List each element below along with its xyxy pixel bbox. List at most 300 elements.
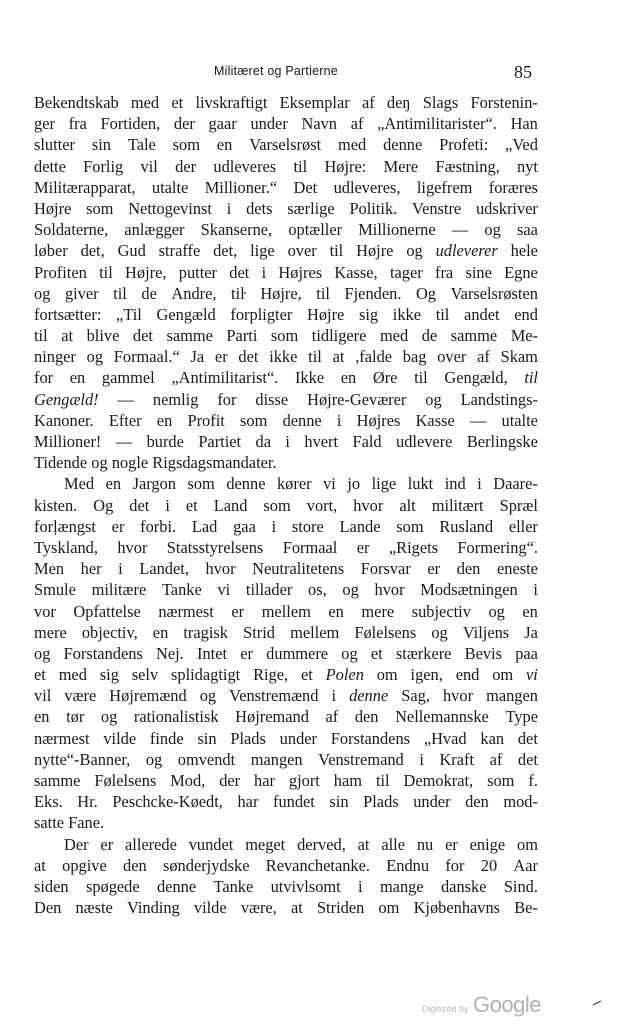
word: Gengæld! bbox=[34, 389, 99, 409]
word: dette bbox=[34, 156, 66, 176]
word: i bbox=[285, 432, 290, 451]
word: Profit bbox=[187, 410, 225, 430]
word: Egne bbox=[504, 262, 538, 282]
word: Modsætningen bbox=[420, 580, 518, 600]
word: burde bbox=[146, 432, 184, 451]
word: tager bbox=[389, 262, 423, 282]
word: lukt bbox=[407, 474, 434, 494]
word: forbi. bbox=[140, 516, 177, 536]
word: den bbox=[123, 855, 147, 875]
word: løber bbox=[34, 241, 68, 261]
word: ninger bbox=[34, 347, 76, 367]
word: Venstre bbox=[412, 198, 462, 218]
word: Andre, bbox=[171, 283, 217, 303]
word: Formaal.“ bbox=[113, 347, 180, 367]
word: være bbox=[64, 686, 97, 706]
word: og bbox=[406, 241, 423, 261]
word: sønderjydske bbox=[162, 855, 250, 875]
word: Militærapparat, bbox=[34, 177, 136, 197]
word: eller bbox=[508, 516, 538, 536]
word: slutter bbox=[34, 135, 75, 155]
word: fundet bbox=[272, 792, 315, 812]
word: ikke bbox=[392, 304, 422, 324]
running-title: Militæret og Partierne bbox=[214, 64, 338, 78]
text-line bbox=[34, 304, 538, 325]
word: vil bbox=[34, 686, 52, 706]
word: denne bbox=[349, 686, 389, 706]
word: en bbox=[340, 368, 357, 388]
word: ikke bbox=[269, 347, 298, 367]
word: omvendt bbox=[177, 749, 236, 769]
word: ,falde bbox=[355, 347, 393, 367]
word: vi bbox=[526, 665, 538, 685]
word: — bbox=[469, 410, 487, 430]
word: Lad bbox=[191, 516, 218, 536]
word: Højremænd bbox=[109, 686, 187, 706]
word: Fane. bbox=[68, 813, 105, 833]
word: Millioner! bbox=[34, 432, 102, 451]
word: Rigsdagsmandater. bbox=[152, 453, 277, 473]
word: et bbox=[370, 643, 383, 663]
word: Spræl bbox=[499, 495, 538, 515]
word: mellem bbox=[261, 601, 311, 621]
word: opgive bbox=[62, 855, 107, 875]
word: Neutralitetens bbox=[252, 559, 345, 579]
word: hvert bbox=[304, 432, 339, 451]
word: store bbox=[291, 516, 324, 536]
word: sig bbox=[358, 304, 379, 324]
word: Højre-Geværer bbox=[307, 389, 407, 409]
text-line bbox=[34, 643, 538, 664]
word: i bbox=[331, 686, 337, 706]
word: alle bbox=[381, 834, 405, 854]
word: Hr. bbox=[77, 792, 98, 812]
word: sin bbox=[329, 792, 349, 812]
word: nyt bbox=[517, 156, 538, 176]
word: finde bbox=[149, 728, 184, 748]
word: gaa bbox=[233, 516, 256, 536]
word: Skanserne, bbox=[200, 220, 273, 240]
word: om bbox=[378, 898, 400, 918]
text-line bbox=[34, 579, 538, 600]
word: Øre bbox=[372, 368, 398, 388]
word: Nej. bbox=[156, 643, 184, 663]
word: ligefrem bbox=[416, 177, 473, 197]
word: det bbox=[132, 326, 153, 346]
page-number: 85 bbox=[514, 62, 532, 82]
word: af bbox=[350, 114, 364, 134]
word: Berlingske bbox=[466, 432, 538, 451]
word: nærmest bbox=[158, 601, 214, 621]
word: Plads bbox=[363, 792, 399, 812]
word: at bbox=[34, 855, 46, 875]
word: blive bbox=[86, 326, 120, 346]
word: vor bbox=[34, 601, 56, 621]
word: ind bbox=[444, 474, 466, 494]
word: Type bbox=[505, 707, 538, 727]
word: en bbox=[216, 135, 233, 155]
word: en bbox=[522, 601, 538, 621]
word: som bbox=[187, 474, 215, 494]
word: i bbox=[165, 495, 170, 515]
word: Højre: bbox=[324, 156, 367, 176]
word: allerede bbox=[125, 834, 177, 854]
word: Bekendtskab bbox=[34, 93, 119, 112]
word: som bbox=[172, 135, 200, 155]
word: udleveres, bbox=[333, 177, 401, 197]
word: i bbox=[358, 876, 363, 896]
word: nemlig bbox=[152, 389, 199, 409]
word: for bbox=[445, 855, 465, 875]
word: har bbox=[254, 771, 275, 790]
word: i bbox=[336, 410, 342, 430]
word: Viljens bbox=[462, 622, 510, 642]
word: det bbox=[129, 495, 150, 515]
text-line bbox=[34, 389, 538, 410]
word: de bbox=[421, 326, 438, 346]
word: Tyskland, bbox=[34, 537, 98, 557]
word: Fjenden. bbox=[344, 283, 402, 303]
word: med bbox=[58, 665, 87, 685]
word: og bbox=[145, 749, 163, 769]
corner-scan-mark bbox=[592, 1000, 602, 1006]
word: en bbox=[34, 707, 50, 727]
word: sin bbox=[91, 135, 111, 155]
word: Land bbox=[213, 495, 248, 515]
word: — bbox=[451, 220, 469, 240]
word: gjort bbox=[288, 771, 320, 790]
word: Mod, bbox=[170, 771, 206, 790]
word: for bbox=[34, 368, 54, 388]
word: Nellemannske bbox=[395, 707, 489, 727]
word: Skam bbox=[500, 347, 538, 367]
text-line bbox=[34, 92, 538, 113]
word: Lande bbox=[339, 516, 381, 536]
word: spøgede bbox=[85, 876, 140, 896]
word: det, bbox=[80, 241, 105, 261]
word: tragisk bbox=[183, 622, 228, 642]
text-line bbox=[34, 219, 538, 240]
word: tillader bbox=[245, 580, 293, 600]
word: denne bbox=[156, 876, 197, 896]
word: Soldaterne, bbox=[34, 220, 109, 240]
word: til bbox=[375, 771, 390, 790]
word: „Antimilitarister“. bbox=[377, 114, 497, 134]
word: et bbox=[300, 665, 313, 685]
word: Tidende bbox=[34, 453, 88, 473]
word: om bbox=[376, 665, 398, 685]
text-line bbox=[34, 325, 538, 346]
word: eneste bbox=[496, 559, 538, 579]
word: Eks. bbox=[34, 792, 63, 812]
word: sine bbox=[465, 262, 492, 282]
word: forļængst bbox=[34, 516, 96, 536]
word: om bbox=[492, 665, 514, 685]
word: utvivlsomt bbox=[270, 876, 341, 896]
word: om bbox=[517, 834, 538, 854]
word: Kraft bbox=[439, 749, 475, 769]
word: Gengæld, bbox=[444, 368, 508, 388]
word: samme bbox=[34, 771, 81, 790]
word: denne bbox=[226, 474, 266, 494]
word: Efter bbox=[108, 410, 142, 430]
word: som bbox=[396, 516, 424, 536]
word: over bbox=[437, 347, 467, 367]
word: og bbox=[91, 453, 108, 473]
word: siden bbox=[34, 876, 69, 896]
word: paa bbox=[515, 643, 538, 663]
word: giver bbox=[64, 283, 99, 303]
text-line bbox=[34, 431, 538, 452]
word: under bbox=[279, 728, 317, 748]
word: militært bbox=[431, 495, 484, 515]
word: samme bbox=[450, 326, 498, 346]
word: danske bbox=[440, 876, 487, 896]
word: tør bbox=[66, 707, 85, 727]
word: stærkere bbox=[395, 643, 452, 663]
word: alt bbox=[399, 495, 416, 515]
word: at bbox=[332, 347, 345, 367]
word: sig bbox=[99, 665, 119, 685]
word: den bbox=[354, 707, 379, 727]
word: i bbox=[477, 474, 482, 494]
word: livskraftigt bbox=[195, 93, 268, 112]
word: som bbox=[270, 326, 299, 346]
word: da bbox=[255, 432, 271, 451]
word: særlige bbox=[287, 198, 335, 218]
word: „Ved bbox=[505, 135, 538, 155]
word: vilde bbox=[103, 728, 137, 748]
word: Venstremænd bbox=[229, 686, 319, 706]
word: „Antimilitarist“. bbox=[171, 368, 279, 388]
word: deŋ bbox=[386, 93, 411, 112]
text-line bbox=[34, 177, 538, 198]
word: Følelsens bbox=[354, 622, 417, 642]
word: Plads bbox=[230, 728, 266, 748]
word: Bevis bbox=[464, 643, 502, 663]
word: til bbox=[113, 283, 127, 303]
word: at bbox=[357, 834, 370, 854]
word: jo bbox=[347, 474, 361, 494]
word: denne bbox=[282, 410, 322, 430]
word: Med bbox=[64, 474, 95, 494]
word: til bbox=[293, 156, 308, 176]
word: med bbox=[130, 93, 160, 112]
word: meget bbox=[245, 834, 286, 854]
word: Højre, bbox=[260, 283, 302, 303]
word: hvor bbox=[353, 495, 384, 515]
word: Rige, bbox=[253, 665, 289, 685]
word: Intet bbox=[196, 643, 228, 663]
word: Profiten bbox=[34, 262, 87, 282]
word: der bbox=[173, 114, 195, 134]
word: vilde bbox=[193, 898, 227, 918]
word: nærmest bbox=[34, 728, 90, 748]
word: i bbox=[118, 559, 123, 579]
word: Jargon bbox=[132, 474, 176, 494]
text-line bbox=[34, 346, 538, 367]
word: og bbox=[484, 220, 501, 240]
word: som bbox=[263, 495, 291, 515]
text-line bbox=[34, 283, 538, 304]
word: hvor bbox=[205, 559, 236, 579]
word: Kjøbenhavns bbox=[413, 898, 501, 918]
word: optæller bbox=[288, 220, 343, 240]
word: til bbox=[414, 368, 428, 388]
word: utalte bbox=[501, 410, 538, 430]
word: Smule bbox=[34, 580, 76, 600]
word: er bbox=[445, 834, 458, 854]
word: Millionerne bbox=[358, 220, 436, 240]
word: „Rigets bbox=[388, 537, 439, 557]
word: er bbox=[111, 516, 125, 536]
word: de bbox=[141, 283, 157, 303]
word: mange bbox=[379, 876, 424, 896]
word: der bbox=[175, 156, 197, 176]
word: Der bbox=[64, 834, 89, 854]
word: under bbox=[250, 114, 288, 134]
word: sin bbox=[197, 728, 217, 748]
word: Landet, bbox=[139, 559, 189, 579]
word: Kanoner. bbox=[34, 410, 94, 430]
text-line bbox=[34, 876, 538, 897]
word: Han bbox=[510, 114, 538, 134]
word: en bbox=[152, 622, 169, 642]
word: for bbox=[217, 389, 237, 409]
text-line bbox=[34, 240, 538, 261]
word: igen, bbox=[410, 665, 443, 685]
text-line bbox=[34, 410, 538, 431]
word: dummere bbox=[266, 643, 329, 663]
text-line bbox=[34, 897, 538, 918]
word: hele bbox=[510, 241, 538, 261]
word: Højre, bbox=[125, 262, 167, 282]
word: det bbox=[238, 347, 259, 367]
text-line bbox=[34, 706, 538, 727]
word: Formering“. bbox=[457, 537, 538, 557]
word: Og bbox=[93, 495, 114, 515]
word: Endnu bbox=[386, 855, 430, 875]
word: Ikke bbox=[294, 368, 325, 388]
word: anlægger bbox=[124, 220, 185, 240]
word: Aar bbox=[513, 855, 538, 875]
word: lige bbox=[250, 241, 275, 261]
word: vundet bbox=[188, 834, 234, 854]
word: „Hvad bbox=[423, 728, 467, 748]
word: bag bbox=[402, 347, 427, 367]
word: satte bbox=[34, 813, 65, 833]
text-line bbox=[34, 473, 538, 494]
word: af bbox=[361, 93, 375, 112]
word: mangen bbox=[250, 749, 303, 769]
word: nytte“-Banner, bbox=[34, 749, 131, 769]
text-line bbox=[34, 452, 538, 473]
text-line bbox=[34, 537, 538, 558]
word: Sind. bbox=[503, 876, 538, 896]
digitized-watermark bbox=[422, 992, 541, 1018]
word: det bbox=[229, 262, 250, 282]
word: Forsvar bbox=[360, 559, 411, 579]
word: selv bbox=[131, 665, 159, 685]
word: Rusland bbox=[439, 516, 494, 536]
word: Eksemplar bbox=[279, 93, 350, 112]
word: Strid bbox=[243, 622, 275, 642]
word: Demokrat, bbox=[403, 771, 474, 790]
word: et bbox=[34, 665, 46, 685]
word: fra bbox=[68, 114, 87, 134]
word: Politik. bbox=[349, 198, 398, 218]
word: Daare- bbox=[493, 474, 538, 494]
word: Gud bbox=[117, 241, 146, 261]
word: af bbox=[477, 347, 490, 367]
word: Millioner.“ bbox=[204, 177, 278, 197]
word: og bbox=[341, 643, 358, 663]
word: Peschcke-Køedt, bbox=[112, 792, 223, 812]
word: er bbox=[214, 347, 228, 367]
word: som bbox=[240, 410, 268, 430]
word: Revanchetanke. bbox=[265, 855, 370, 875]
word: Fald bbox=[352, 432, 382, 451]
word: Me- bbox=[510, 326, 538, 346]
word: Følelsens bbox=[94, 771, 157, 790]
word: af bbox=[489, 749, 503, 769]
word: Opfattelse bbox=[73, 601, 141, 621]
word: en bbox=[328, 601, 344, 621]
word: — bbox=[115, 432, 133, 451]
word: og bbox=[488, 601, 505, 621]
word: Gengæld bbox=[156, 304, 216, 324]
word: og bbox=[86, 347, 104, 367]
word: Statsstyrelsens bbox=[166, 537, 264, 557]
running-header bbox=[0, 62, 632, 86]
word: er bbox=[356, 537, 370, 557]
word: med bbox=[379, 326, 409, 346]
word: udleveres bbox=[213, 156, 277, 176]
word: Sag, bbox=[401, 686, 430, 706]
word: et bbox=[185, 495, 198, 515]
word: 20 bbox=[480, 855, 498, 875]
word: end bbox=[455, 665, 480, 685]
word: med bbox=[338, 135, 367, 155]
word: os, bbox=[308, 580, 327, 600]
word: Højres bbox=[356, 410, 401, 430]
word: det, bbox=[213, 241, 238, 261]
word: nogle bbox=[111, 453, 149, 473]
word: i bbox=[533, 580, 538, 600]
text-line bbox=[34, 812, 538, 833]
word: udskriver bbox=[475, 198, 538, 218]
word: og bbox=[34, 283, 51, 303]
word: Ja bbox=[190, 347, 205, 367]
word: hvor bbox=[374, 580, 405, 600]
word: Polen bbox=[325, 665, 364, 685]
word: Ja bbox=[524, 622, 538, 642]
word: Navn bbox=[301, 114, 337, 134]
text-line bbox=[34, 770, 538, 791]
word: kan bbox=[480, 728, 505, 748]
word: gaar bbox=[208, 114, 237, 134]
text-line bbox=[34, 367, 538, 388]
body-text bbox=[34, 92, 538, 918]
text-line bbox=[34, 495, 538, 516]
text-line bbox=[34, 516, 538, 537]
word: gammel bbox=[101, 368, 155, 388]
word: at bbox=[290, 898, 303, 918]
word: Partiet bbox=[198, 432, 242, 451]
word: foræres bbox=[488, 177, 538, 197]
word: mellem bbox=[290, 622, 340, 642]
digitized-label: Digitized by bbox=[422, 1004, 469, 1014]
